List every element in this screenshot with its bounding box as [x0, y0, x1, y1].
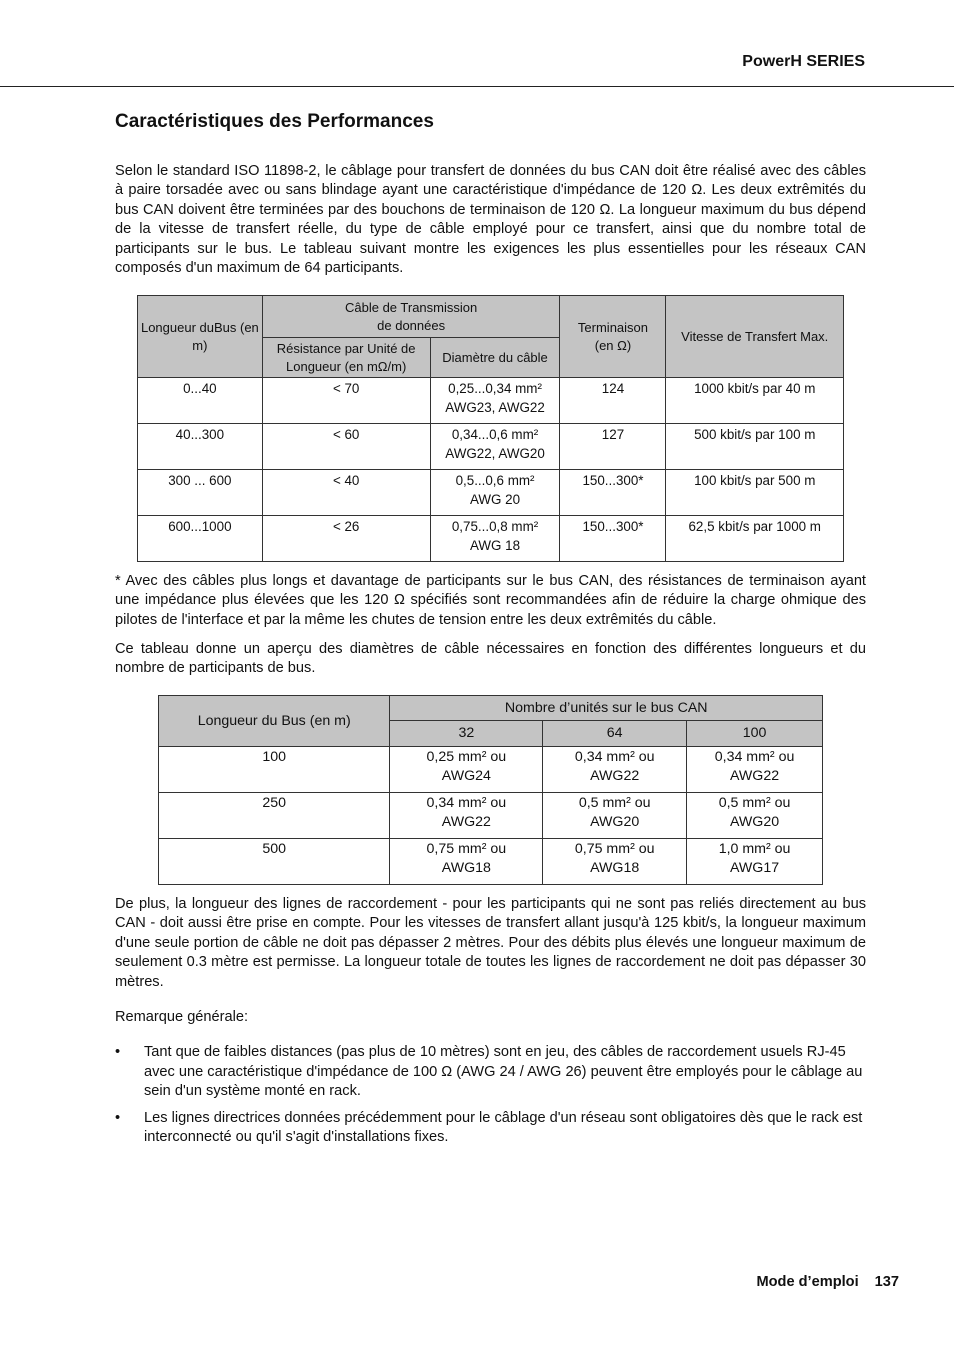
- list-item: [115, 1109, 866, 1148]
- table-row: [138, 378, 844, 424]
- page-number: 137: [874, 1274, 899, 1290]
- table-row: [159, 839, 823, 885]
- remark-bullet-list: [115, 1043, 866, 1155]
- table-row: [138, 516, 844, 562]
- cell-value: 0,5 mm² ou AWG20: [543, 793, 687, 839]
- table-row: [138, 424, 844, 470]
- page-footer: [756, 1274, 899, 1290]
- bullet-icon: •: [115, 1109, 121, 1126]
- list-item: [115, 1043, 866, 1102]
- header-divider: [0, 86, 954, 87]
- cell-length: 40...300: [138, 424, 263, 470]
- cell-value: 0,75 mm² ou AWG18: [390, 839, 543, 885]
- header-units-64: 64: [543, 721, 687, 747]
- cell-value: 0,5 mm² ou AWG20: [687, 793, 823, 839]
- cell-value: 1,0 mm² ou AWG17: [687, 839, 823, 885]
- cell-value: 0,34 mm² ou AWG22: [687, 747, 823, 793]
- cell-value: 0,75 mm² ou AWG18: [543, 839, 687, 885]
- cell-length: 250: [159, 793, 390, 839]
- cell-speed: 500 kbit/s par 100 m: [666, 424, 844, 470]
- connection-lines-paragraph: De plus, la longueur des lignes de raccordement - pour les participants qui ne sont pas reliés directement au bus CAN - doit aussi être prise en compte. Pour les vitesses de transfert allant jusqu'à 125 kbit/s, la longueur maximum d'une seule portion de câble ne doit pas dépasser 2 mètres. Pour des débits plus élevés une longueur maximum de seulement 0.3 mètre est permisse. La longueur totale de toutes les lignes de raccordement ne doit pas dépasser 30 mètres.: [115, 896, 866, 990]
- cell-diameter: 0,25...0,34 mm² AWG23, AWG22: [430, 378, 560, 424]
- cell-resistance: < 60: [262, 424, 430, 470]
- cell-termination: 127: [560, 424, 666, 470]
- header-diameter: Diamètre du câble: [430, 338, 560, 378]
- cell-value: 0,34 mm² ou AWG22: [390, 793, 543, 839]
- header-units-group: Nombre d’unités sur le bus CAN: [390, 696, 823, 721]
- overview-paragraph: Ce tableau donne un aperçu des diamètres de câble nécessaires en fonction des différentes longueurs et du nombre de participants de bus.: [115, 641, 866, 677]
- footnote-paragraph: * Avec des câbles plus longs et davantage de participants sur le bus CAN, des résistances de terminaison ayant une impédance plus élevées que les 120 Ω spécifiés sont recommandées afin de réduire la charge ohmique des pilotes de l'interface et par la même les chutes de tension entre les deux extrêmités du câble.: [115, 573, 866, 628]
- footer-label: Mode d’emploi: [756, 1274, 859, 1290]
- remark-label: Remarque générale:: [115, 1009, 249, 1025]
- cell-length: 600...1000: [138, 516, 263, 562]
- cell-length: 500: [159, 839, 390, 885]
- header-title: PowerH SERIES: [742, 53, 865, 70]
- header-cable-group: Câble de Transmission de données: [262, 296, 560, 338]
- header-max-speed: Vitesse de Transfert Max.: [666, 296, 844, 378]
- cell-diameter: 0,5...0,6 mm² AWG 20: [430, 470, 560, 516]
- bullet-text: Tant que de faibles distances (pas plus de 10 mètres) sont en jeu, des câbles de raccordement usuels RJ-45 avec une caractéristique d'impédance de 100 Ω (AWG 24 / AWG 26) peuvent être employés pour le câblage au sein d'un système monté en rack.: [144, 1044, 863, 1100]
- cell-value: 0,34 mm² ou AWG22: [543, 747, 687, 793]
- header-bus-length: Longueur du Bus (en m): [159, 696, 390, 747]
- cell-diameter: 0,75...0,8 mm² AWG 18: [430, 516, 560, 562]
- cell-resistance: < 40: [262, 470, 430, 516]
- section-title: Caractéristiques des Performances: [115, 111, 434, 132]
- cell-length: 0...40: [138, 378, 263, 424]
- cable-requirements-table: [137, 295, 844, 562]
- cell-termination: 124: [560, 378, 666, 424]
- bullet-text: Les lignes directrices données précédemment pour le câblage d'un réseau sont obligatoires dès que le rack est interconnecté ou qu'il s'agit d'installations fixes.: [144, 1109, 863, 1146]
- header-units-32: 32: [390, 721, 543, 747]
- header-resistance: Résistance par Unité de Longueur (en mΩ/m): [262, 338, 430, 378]
- cell-speed: 100 kbit/s par 500 m: [666, 470, 844, 516]
- cable-diameter-table: [158, 695, 823, 885]
- header-units-100: 100: [687, 721, 823, 747]
- cell-length: 300 ... 600: [138, 470, 263, 516]
- header-bus-length: Longueur duBus (en m): [138, 296, 263, 378]
- bullet-icon: •: [115, 1044, 121, 1060]
- table-row: [159, 793, 823, 839]
- cell-value: 0,25 mm² ou AWG24: [390, 747, 543, 793]
- cell-speed: 62,5 kbit/s par 1000 m: [666, 516, 844, 562]
- cell-termination: 150...300*: [560, 516, 666, 562]
- cell-speed: 1000 kbit/s par 40 m: [666, 378, 844, 424]
- cell-diameter: 0,34...0,6 mm² AWG22, AWG20: [430, 424, 560, 470]
- table-row: [138, 470, 844, 516]
- cell-length: 100: [159, 747, 390, 793]
- intro-paragraph: Selon le standard ISO 11898-2, le câblage pour transfert de données du bus CAN doit être réalisé avec des câbles à paire torsadée avec ou sans blindage ayant une caractéristique d'impédance de 120 Ω. Les deux extrêmités du bus CAN doivent être terminées par des bouchons de terminaison de 120 Ω. La longueur maximum du bus dépend de la vitesse de transfert réelle, du type de câble employé pour ce transfert, ainsi que du nombre total de participants sur le bus. Le tableau suivant montre les exigences les plus essentielles pour les réseaux CAN composés d'un maximum de 64 participants.: [115, 163, 866, 277]
- cell-termination: 150...300*: [560, 470, 666, 516]
- table-row: [159, 747, 823, 793]
- header-termination: Terminaison (en Ω): [560, 296, 666, 378]
- cell-resistance: < 26: [262, 516, 430, 562]
- cell-resistance: < 70: [262, 378, 430, 424]
